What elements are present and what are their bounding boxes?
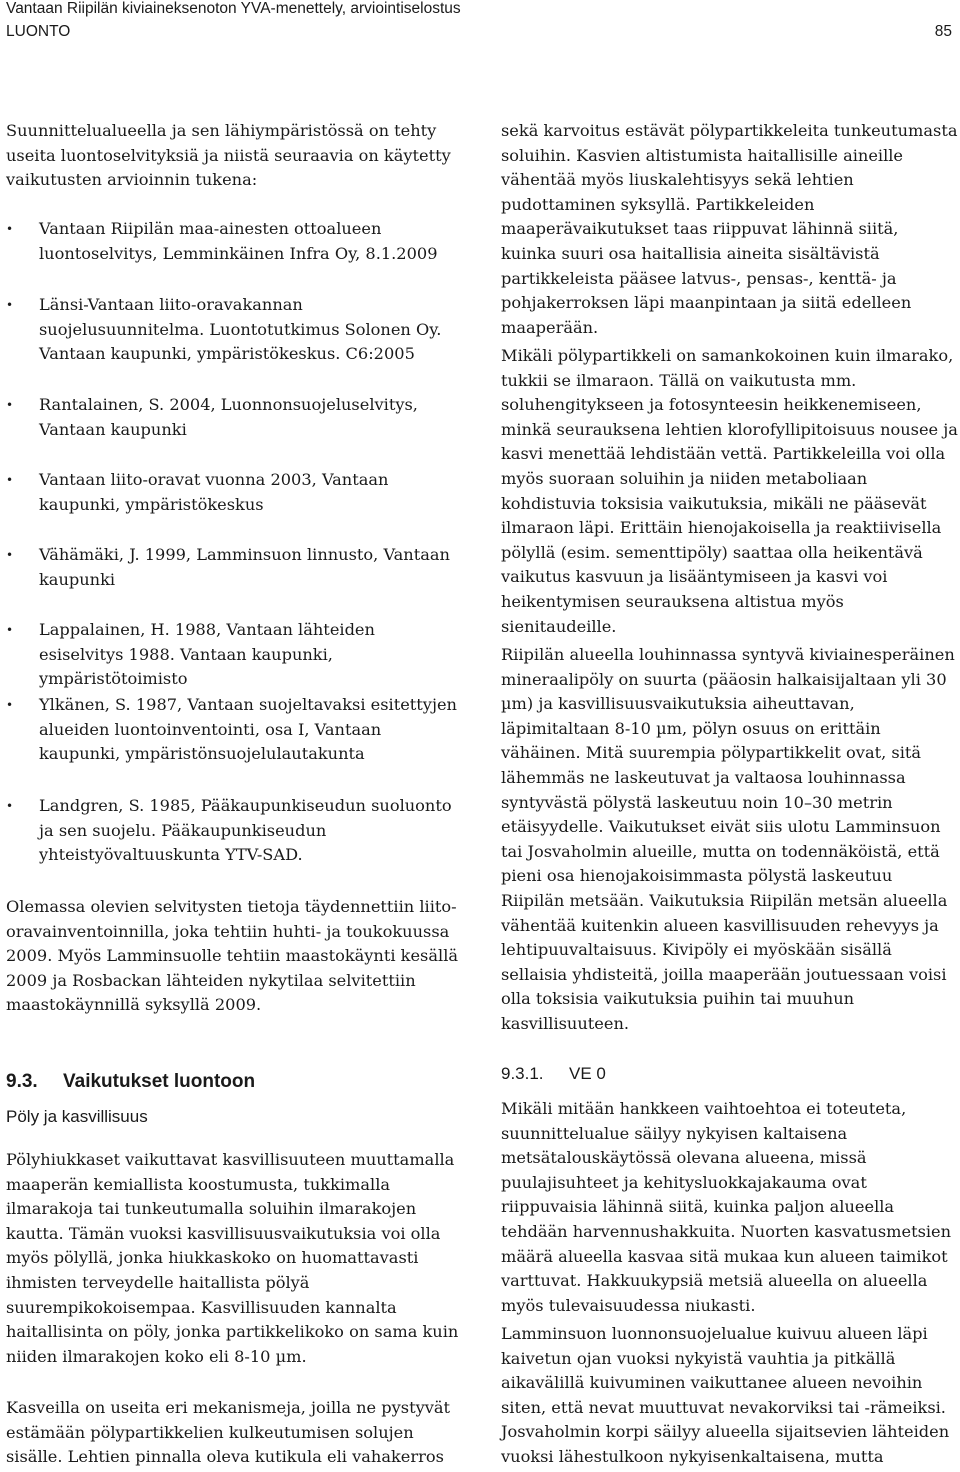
subsection-heading (501, 1062, 958, 1086)
list-item: • Ylkänen, S. 1987, Vantaan suojeltavaksi esitettyjen alueiden luontoinventointi, osa I, Vantaan kaupunki, ympäristönsuojelulautakunta (6, 693, 460, 767)
running-header-section: LUONTO (6, 23, 71, 40)
section-heading (6, 1070, 460, 1094)
subheading: Pöly ja kasvillisuus (6, 1107, 148, 1126)
list-item: • Länsi-Vantaan liito-oravakannan suojelusuunnitelma. Luontotutkimus Solonen Oy. Vantaan kaupunki, ympäristökeskus. C6:2005 (6, 293, 460, 367)
list-item: • Rantalainen, S. 2004, Luonnonsuojeluselvitys, Vantaan kaupunki (6, 393, 460, 442)
dust-paragraph-1: Pölyhiukkaset vaikuttavat kasvillisuuteen muuttamalla maaperän kemiallista koostumusta, tukkimalla ilmarakoja tai tunkeutumalla soluihin ilmarakojen kautta. Tämän vuoksi kasvillisuusvaikutuksia voi olla myös pölyllä, jonka hiukkaskoko on huomattavasti ihmisten terveydelle haitallista pölyä suurempikokoisempaa. Kasvillisuuden kannalta haitallisinta on pöly, jonka partikkelikoko on sama kuin niiden ilmarakojen koko eli 8-10 µm. (6, 1150, 459, 1366)
running-header-title: Vantaan Riipilän kiviaineksenoton YVA-menettely, arviointiselostus (6, 0, 461, 17)
subsection-title: VE 0 (569, 1064, 606, 1083)
section-title: Vaikutukset luontoon (63, 1071, 256, 1092)
supplement-paragraph: Olemassa olevien selvitysten tietoja täydennettiin liito-oravainventoinnilla, joka tehtiin huhti- ja toukokuussa 2009. Myös Lamminsuolle tehtiin maastokäynti kesällä 2009 ja Rosbackan lähteiden nykytilaa selvitettiin maastokäynnillä syksyllä 2009. (6, 897, 459, 1015)
list-item: • Landgren, S. 1985, Pääkaupunkiseudun suoluonto ja sen suojelu. Pääkaupunkiseudun yhteistyövaltuuskunta YTV-SAD. (6, 794, 460, 868)
right-paragraph-3: Riipilän alueella louhinnassa syntyvä kiviainesperäinen mineraalipöly on suurta (pääosin halkaisijaltaan yli 30 µm) ja kasvillisuusvaikutuksia aiheuttavan, läpimitaltaan 8-10 µm, pölyn osuus on erittäin vähäinen. Mitä suurempia pölypartikkelit ovat, sitä lähemmäs ne laskeutuvat ja valtaosa louhinnassa syntyvästä pölystä laskeutuu noin 10–30 metrin etäisyydelle. Vaikutukset eivät siis ulotu Lamminsuon tai Josvaholmin alueille, mutta on todennäköistä, että pieni osa hienojakoisimmasta pölystä laskeutuu Riipilän metsään. Vaikutuksia Riipilän metsän alueella vähentää kuitenkin alueen kasvillisuuden rehevyys ja lehtipuuvaltaisuus. Kivipöly ei myöskään sisällä sellaisia yhdisteitä, joilla maaperään joutuessaan voisi olla toksisia vaikutuksia puihin tai muuhun kasvillisuuteen. (501, 645, 955, 1033)
right-paragraph-2: Mikäli pölypartikkeli on samankokoinen kuin ilmarako, tukkii se ilmaraon. Tällä on vaikutusta mm. soluhengitykseen ja fotosynteesin heikkenemiseen, minkä seurauksena lehtien klorofyllipitoisuus nousee ja kasvi menettää lehdistään vettä. Partikkeleilla voi olla myös suoraan soluihin ja niiden metaboliaan kohdistuvia toksisia vaikutuksia, mikäli ne pääsevät ilmaraon läpi. Erittäin hienojakoisella ja reaktiivisella pölyllä (esim. sementtipöly) saattaa olla heikentävä vaikutus kasvuun ja lisääntymiseen ja kasvi voi heikentymisen seurauksena altistua myös sienitaudeille. (501, 346, 958, 636)
dust-paragraph-2: Kasveilla on useita eri mekanismeja, joilla ne pystyvät estämään pölypartikkelien kulkeutumisen solujen sisälle. Lehtien pinnalla oleva kutikula eli vahakerros (6, 1398, 451, 1467)
list-item: • Lappalainen, H. 1988, Vantaan lähteiden esiselvitys 1988. Vantaan kaupunki, ympäristötoimisto (6, 618, 460, 692)
list-item: • Vantaan Riipilän maa-ainesten ottoalueen luontoselvitys, Lemminkäinen Infra Oy, 8.1.2009 (6, 217, 460, 266)
section-number: 9.3. (6, 1071, 38, 1092)
subsection-number: 9.3.1. (501, 1064, 544, 1083)
right-paragraph-1: sekä karvoitus estävät pölypartikkeleita tunkeutumasta soluihin. Kasvien altistumista haitallisille aineille vähentää myös liuskalehtisyys sekä lehtien pudottaminen syksyllä. Partikkeleiden maaperävaikutukset taas riippuvat lähinnä siitä, kuinka suuri osa haitallisia aineita sisältävistä partikkeleista pääsee latvus-, pensas-, kenttä- ja pohjakerroksen läpi maanpintaan ja siitä edelleen maaperään. (501, 121, 958, 337)
list-item: • Vantaan liito-oravat vuonna 2003, Vantaan kaupunki, ympäristökeskus (6, 468, 460, 517)
intro-paragraph: Suunnittelualueella ja sen lähiympäristössä on tehty useita luontoselvityksiä ja niistä seuraavia on käytetty vaikutusten arvioinnin tukena: (6, 121, 451, 190)
list-item: • Vähämäki, J. 1999, Lamminsuon linnusto, Vantaan kaupunki (6, 543, 460, 592)
ve0-paragraph-1: Mikäli mitään hankkeen vaihtoehtoa ei toteuteta, suunnittelualue säilyy nykyisen kaltaisena metsätalouskäytössä olevana alueena, missä puulajisuhteet ja kehitysluokkajakauma ovat riippuvaisia lähinnä siitä, kuinka paljon alueella tehdään harvennushakkuita. Nuorten kasvatusmetsien määrä alueella kasvaa sitä mukaa kun alueen taimikot varttuvat. Hakkuukypsiä metsiä alueella on alueella myös tulevaisuudessa niukasti. (501, 1099, 952, 1315)
ve0-paragraph-2: Lamminsuon luonnonsuojelualue kuivuu alueen läpi kaivetun ojan vuoksi nykyistä vauhtia ja pitkällä aikavälillä kuivuminen vaikuttanee alueen nevoihin siten, että nevat muuttuvat nevakorviksi tai -rämeiksi. Josvaholmin korpi säilyy alueella sijaitsevien lähteiden vuoksi lähestulkoon nykyisenkaltaisena, mutta (501, 1324, 950, 1466)
page-number: 85 (934, 23, 952, 40)
